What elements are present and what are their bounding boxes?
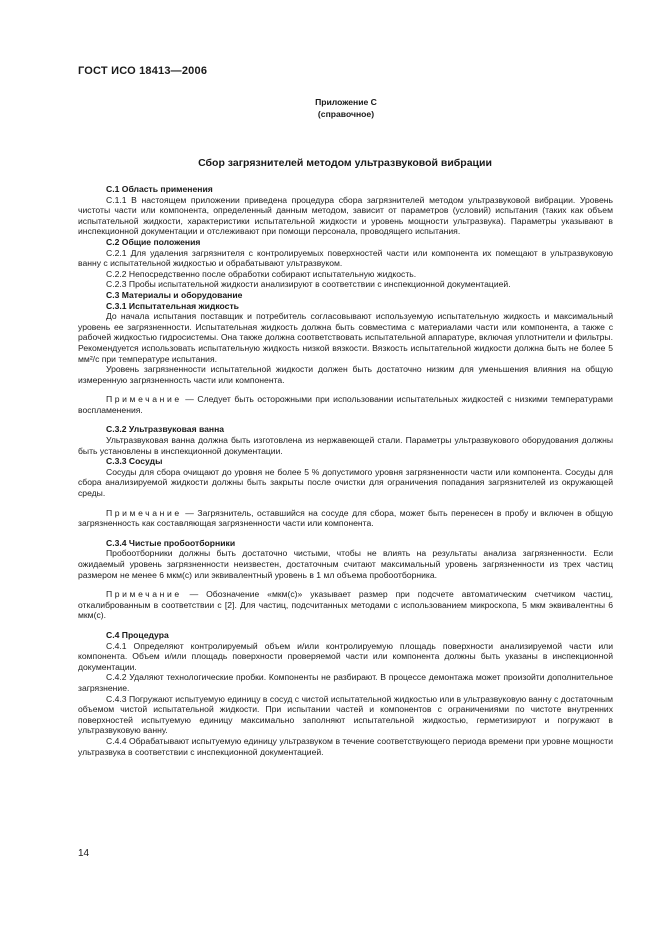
note-text: — Загрязнитель, оставшийся на сосуде для сбора, может быть перенесен в пробу и включен в общую загрязненность как составляющая загрязненности части или компонента. — [78, 507, 613, 529]
paragraph-c1-1: С.1.1 В настоящем приложении приведена процедура сбора загрязнителей методом ультразвуковой вибрации. Уровень чистоты части или компонента, определенный данным методом, зависит от параметров (условий) испытания (таких как объем испытательной жидкости, характеристики испытательной жидкости и уровень мощности ультразвука). Параметры указывают в инспекционной документации и отслеживают при помощи персонала, проводящего испытания. — [78, 194, 613, 237]
appendix-type: (справочное) — [317, 109, 375, 119]
section-heading-c4: С.4 Процедура — [106, 629, 169, 640]
paragraph-c2-2: С.2.2 Непосредственно после обработки собирают испытательную жидкость. — [106, 268, 417, 279]
paragraph-c3-2: Ультразвуковая ванна должна быть изготовлена из нержавеющей стали. Параметры ультразвукового оборудования должны быть установлены в инспекционной документации. — [78, 435, 613, 456]
paragraph-c4-1: С.4.1 Определяют контролируемый объем и/или контролируемую площадь поверхности анализируемой части или компонента. Объем и/или площадь поверхности проверяемой части или компонента должны быть указаны в инспекционной документации. — [78, 640, 613, 672]
paragraph-c4-3: С.4.3 Погружают испытуемую единицу в сосуд с чистой испытательной жидкостью или в ультразвуковую ванну с достаточным объемом чистой испытательной жидкости. При испытании частей и компонентов с ограничениями по чистоте внутренних поверхностей испытуемую единицу максимально заполняют испытательной жидкостью, герметизируют и погружают в ультразвуковую ванну. — [78, 693, 613, 736]
note-c3-1 — [78, 394, 613, 415]
paragraph-c3-1-b: Уровень загрязненности испытательной жидкости должен быть достаточно низким для уменьшения влияния на общую измеренную загрязненность части или компонента. — [78, 364, 613, 385]
paragraph-c3-1-a: До начала испытания поставщик и потребитель согласовывают используемую испытательную жидкость и максимальный уровень ее загрязненности. Испытательная жидкость должна быть совместима с материалами части или компонента, а также с рабочей жидкостью гидросистемы. Она также должна соответствовать испытательной аппаратуре, включая уплотнители и фильтры. Рекомендуется использовать испытательную жидкость низкой вязкости. Вязкость испытательной жидкости должна быть не более 5 мм²/с при температуре испытания. — [78, 311, 613, 364]
subsection-heading-c3-3: С.3.3 Сосуды — [106, 456, 163, 467]
paragraph-c3-4: Пробоотборники должны быть достаточно чистыми, чтобы не влиять на результаты анализа загрязненности. Если ожидаемый уровень загрязненности неизвестен, достаточным считают максимальный уровень загрязненности из трех частиц размером не менее 6 мкм(с) или эквивалентный уровень в 1 мл объема пробоотборника. — [78, 548, 613, 580]
document-body — [78, 184, 613, 757]
note-text: — Следует быть осторожными при использовании испытательных жидкостей с низкими температурами воспламенения. — [78, 394, 613, 415]
appendix-block — [300, 96, 392, 120]
paragraph-c4-2: С.4.2 Удаляют технологические пробки. Компоненты не разбирают. В процессе демонтажа может произойти дополнительное загрязнение. — [78, 672, 613, 693]
page-number: 14 — [78, 848, 90, 859]
subsection-heading-c3-2: С.3.2 Ультразвуковая ванна — [106, 424, 225, 435]
note-c3-3 — [78, 508, 613, 529]
paragraph-c2-3: С.2.3 Пробы испытательной жидкости анализируют в соответствии с инспекционной документацией. — [106, 279, 511, 290]
subsection-heading-c3-4: С.3.4 Чистые пробоотборники — [106, 537, 236, 548]
appendix-title: Сбор загрязнителей методом ультразвуковой вибрации — [198, 157, 492, 169]
note-label: Примечание — [106, 507, 182, 518]
section-heading-c2: С.2 Общие положения — [106, 236, 201, 247]
paragraph-c2-1: С.2.1 Для удаления загрязнителя с контролируемых поверхностей части или компонента их помещают в ультразвуковую ванну с испытательной жидкостью и обрабатывают ультразвуком. — [78, 247, 613, 269]
note-c3-4 — [78, 589, 613, 621]
note-text: — Обозначение «мкм(с)» указывает размер при подсчете автоматическим счетчиком частиц, откалиброванным в соответствии с [2]. Для частиц, подсчитанных методами с использованием микроскопа, 5 мкм эквивалентны 6 мкм(с). — [78, 589, 613, 621]
appendix-label: Приложение С — [315, 97, 377, 107]
note-label: Примечание — [106, 589, 182, 600]
section-heading-c3: С.3 Материалы и оборудование — [106, 289, 243, 300]
paragraph-c4-4: С.4.4 Обрабатывают испытуемую единицу ультразвуком в течение соответствующего периода времени при уровне мощности ультразвука в соответствии с инспекционной документацией. — [78, 735, 613, 757]
note-label: Примечание — [106, 394, 182, 405]
paragraph-c3-3: Сосуды для сбора очищают до уровня не более 5 % допустимого уровня загрязненности части или компонента. Сосуды для сбора анализируемой жидкости должны быть закрыты после очистки для ограничения попадания загрязнителей из окружающей среды. — [78, 466, 613, 499]
section-heading-c1: С.1 Область применения — [106, 184, 213, 194]
subsection-heading-c3-1: С.3.1 Испытательная жидкость — [106, 300, 239, 311]
document-code-header: ГОСТ ИСО 18413—2006 — [78, 65, 208, 77]
